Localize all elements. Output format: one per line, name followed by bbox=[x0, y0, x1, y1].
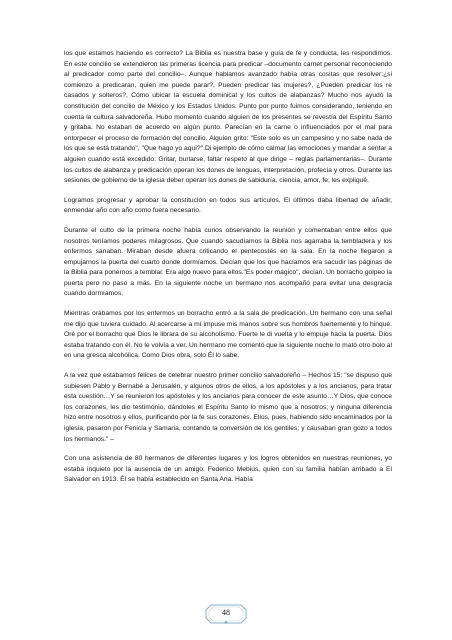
paragraph-4: Mientras orábamos por los enfermos un borracho entró a la sala de predicación. Un hermano con una señal me dijo que tuviera cuidado. Al acercarse a mí impuse mis manos sobre sus hombros fuertemente y lo hinqué. Oré por el borracho que Dios le librara de su alcoholismo. Fuerte le di vuelta y lo empuje hacia la puerta. Dios estaba tratando con él. No le volvía a ver. Un hermano me comentó que la siguiente noche lo mató otro bolo al en una gresca alcohólica. Como Dios obra, solo Él lo sabe. bbox=[64, 310, 392, 360]
paragraph-6: Con una asistencia de 80 hermanos de diferentes lugares y los logros obtenidos en nuestras reuniones, yo estaba inquieto por la ausencia de un amigo: Federico Mebius, quien con su familia habían arribado a El Salvador en 1913. Él se había establecido en Santa Ana. Había bbox=[64, 455, 392, 484]
paragraph-3: Durante el culto de la primera noche había curios observando la reunión y comentaban entre ellos que nosotros teníamos poderes milagrosos. Que cuando sacudíamos la Biblia nos agarraba la tembladera y los enfermos sanaban. Miraban desde afuera criticando el pentecostés en la sala. En la noche llegaron a empujarnos la puerta del cuarto donde dormíamos. Decían que los que hacíamos era sacudir las páginas de la Biblia para ponernos a temblar. Era algo nuevo para ellos."Es poder mágico", decían. Un borracho golpeo la puerta pero no paso a más. En la siguiente noche un hermano nos acompañó para evitar una desgracia cuando dormíamos. bbox=[64, 226, 392, 298]
body-text bbox=[64, 49, 392, 495]
paragraph-2: Logramos progresar y aprobar la constitución en todos sus artículos. El últimos daba libertad de añadir, enmendar año con año como fuera necesario. bbox=[64, 196, 392, 215]
page-number-badge bbox=[205, 604, 247, 624]
paragraph-1: los que estamos haciendo es correcto? La Biblia es nuestra base y guía de fe y conducta, les respondimos. En este concilio se extendieron las primeras licencia para predicar –documento carnet personal reconociendo al predicador como parte del concilio–. Aunque hablamos avanzado había otras cositas que resolver:¿si comienzo a predicaran, quien me puede parar?, Pueden predicar las mujeres?, ¿Pueden predicar los re casados y solteros?, Cómo ubicar la escuela dominical y los cultos de alabanzas? Mucho nos ayudó la constitución del concilio de México y los Estados Unidos. Punto por punto fuimos considerando, teniendo en cuenta la cultura salvadoreña. Hubo momento cuando alguien de los presentes se revestía del Espíritu Santo y gritaba. No estaban de acuerdo en algún punto. Parecían en la carne o influenciados por el mal para entorpecer el proceso de formación del concilio. Alguien grito: "Este solo es un campesino y no sabe nada de los que se está tratando", "Que hago yo aquí?".Di ejemplo de cómo calmar las emociones y mandar a sentar a alguien cuando está excedido: Gritar, burlarse, faltar respeto al que dirige – reglas parlamentarias–. Durante los cultos de alabanza y predicación operan los dones de lenguas, interpretación, profecía y otros. Durante las sesiones de gobierno de la iglesia deber operan los dones de sabiduría, ciencia, amor, fe; les expliqué. bbox=[64, 50, 392, 185]
paragraph-5: A la vez que estábamos felices de celebrar nuestro primer concilio salvadoreño – Hechos 15: "se dispuso que subiesen Pablo y Bernabé a Jerusalén, y algunos otros de ellos, a los apóstoles y a los ancianos, para tratar esta cuestión…Y se reunieron los apóstoles y los ancianos para conocer de este asunto…Y Dios, que conoce los corazones, les dio testimonio, dándoles el Espíritu Santo lo mismo que a nosotros; y ninguna diferencia hizo entre nosotros y ellos, purificando por la fe sus corazones. Ellos, pues, habiendo sido encaminados por la iglesia, pasaron por Fenicia y Samaria, contando la conversión de los gentiles; y causaban gran gozo a todos los hermanos." – bbox=[64, 372, 392, 443]
page-number: 48 bbox=[222, 608, 230, 617]
